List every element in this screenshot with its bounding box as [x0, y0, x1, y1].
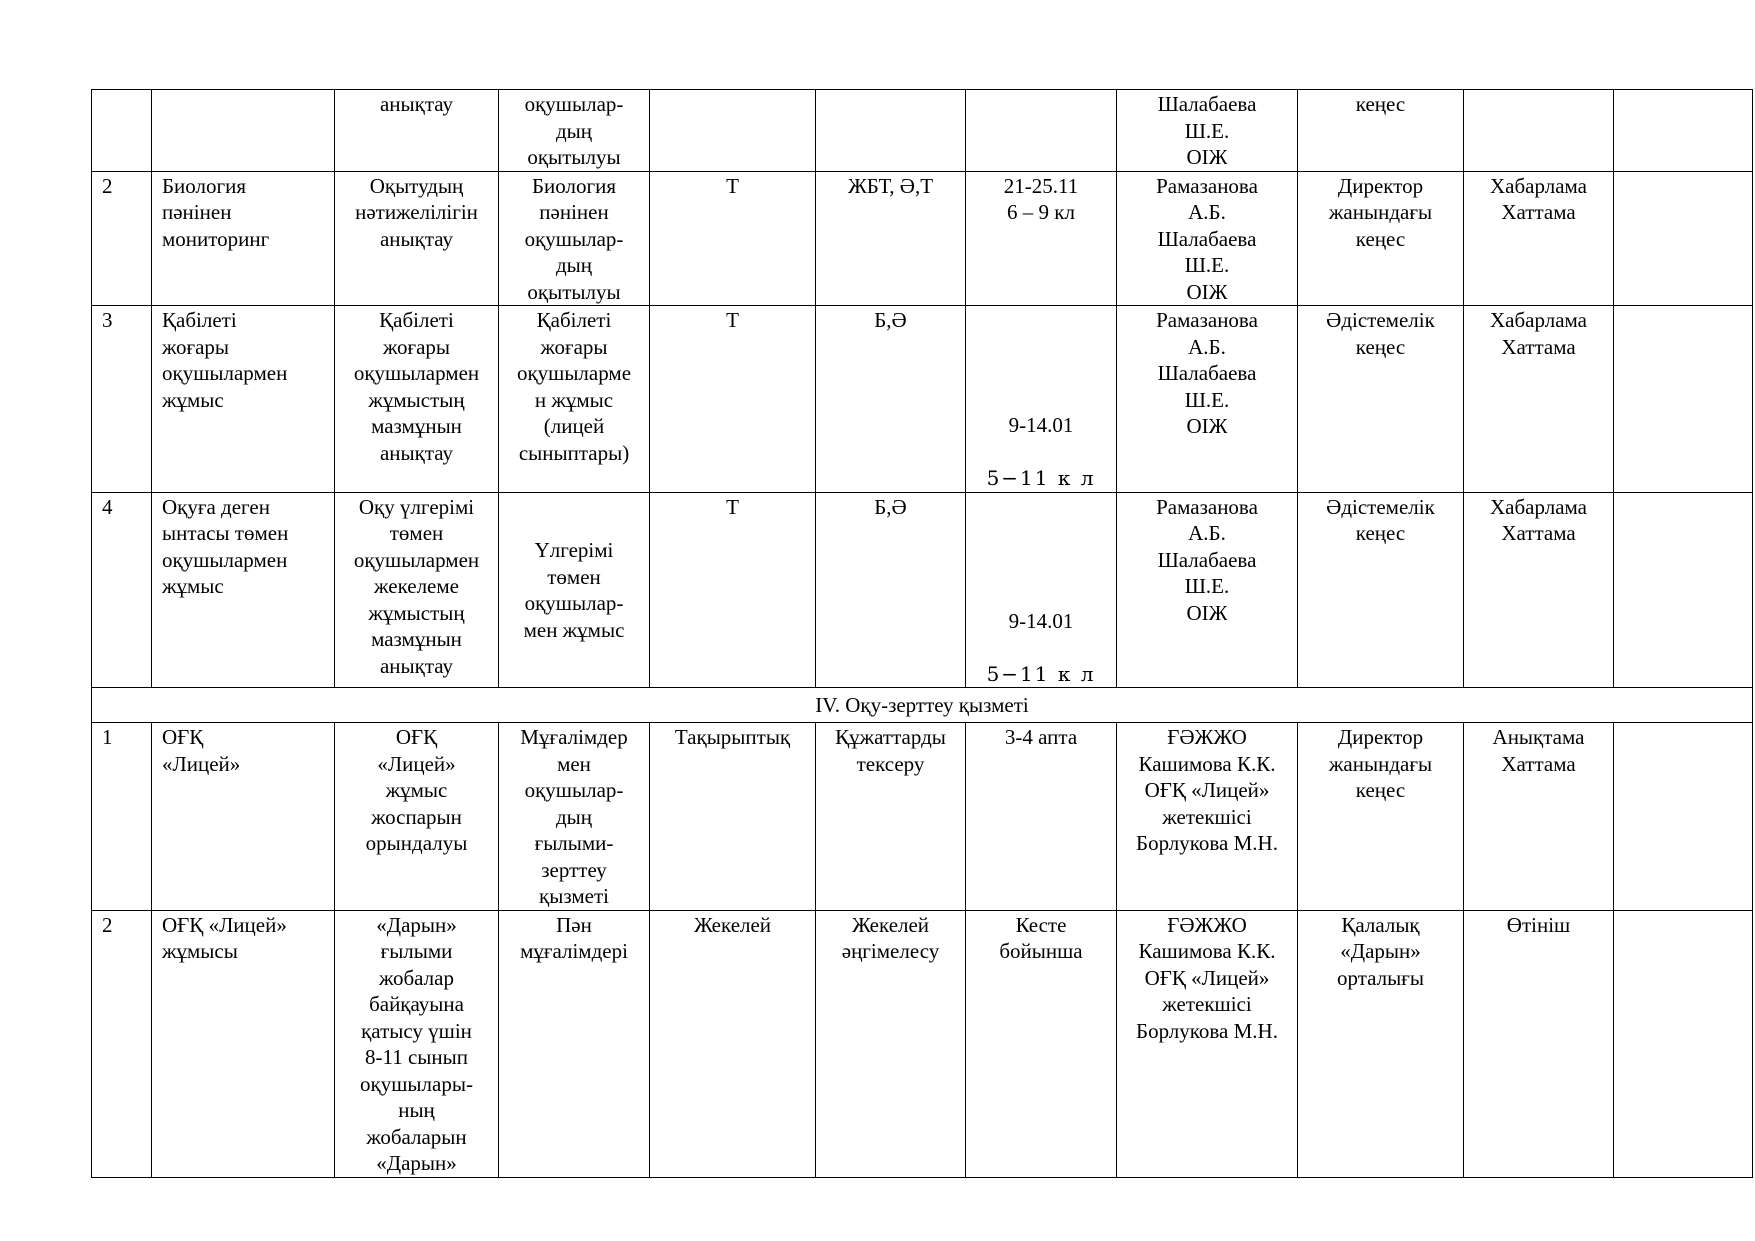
control-type: Тақырыптық	[650, 723, 816, 911]
note-cell	[1614, 171, 1753, 306]
control-method	[816, 90, 966, 172]
control-object: Үлгерімі төмен оқушылар- мен жұмыс	[499, 492, 650, 688]
date-spacer	[972, 334, 1110, 386]
row-number: 3	[92, 306, 152, 493]
responsible: Рамазанова А.Б. Шалабаева Ш.Е. ОІЖ	[1117, 171, 1298, 306]
responsible: Шалабаева Ш.Е. ОІЖ	[1117, 90, 1298, 172]
control-method: Б,Ә	[816, 306, 966, 493]
control-topic: ОҒҚ «Лицей»	[152, 723, 335, 911]
control-date	[966, 90, 1117, 172]
control-object: Мұғалімдер мен оқушылар- дың ғылыми- зерттеу қызметі	[499, 723, 650, 911]
row-number	[92, 90, 152, 172]
class-range: 5−11 к л	[986, 661, 1096, 686]
date-spacer	[972, 520, 1110, 581]
control-method: ЖБТ, Ә,Т	[816, 171, 966, 306]
control-purpose: Оқу үлгерімі төмен оқушылармен жекелеме жұмыстың мазмұнын анықтау	[335, 492, 499, 688]
review-place: Қалалық «Дарын» орталығы	[1298, 910, 1464, 1177]
row-number: 2	[92, 910, 152, 1177]
control-date: 21-25.11 6 – 9 кл	[966, 171, 1117, 306]
row-number: 1	[92, 723, 152, 911]
control-date: Кесте бойынша	[966, 910, 1117, 1177]
note-cell	[1614, 90, 1753, 172]
row-number: 2	[92, 171, 152, 306]
control-purpose: ОҒҚ «Лицей» жұмыс жоспарын орындалуы	[335, 723, 499, 911]
control-type: Жекелей	[650, 910, 816, 1177]
table-row	[92, 492, 1753, 688]
responsible: ҒӘЖЖО Кашимова К.К. ОҒҚ «Лицей» жетекшісі Борлукова М.Н.	[1117, 910, 1298, 1177]
result-form: Хабарлама Хаттама	[1464, 306, 1614, 493]
control-topic: Қабілеті жоғары оқушылармен жұмыс	[152, 306, 335, 493]
responsible: Рамазанова А.Б. Шалабаева Ш.Е. ОІЖ	[1117, 306, 1298, 493]
control-date	[966, 306, 1117, 493]
table-row	[92, 171, 1753, 306]
result-form: Хабарлама Хаттама	[1464, 171, 1614, 306]
section-title: IV. Оқу-зерттеу қызметі	[92, 688, 1753, 723]
control-purpose: «Дарын» ғылыми жобалар байқауына қатысу үшін 8-11 сынып оқушылары- ның жобаларын «Дарын»	[335, 910, 499, 1177]
control-method: Жекелей әңгімелесу	[816, 910, 966, 1177]
review-place: Әдістемелік кеңес	[1298, 306, 1464, 493]
result-form: Өтініш	[1464, 910, 1614, 1177]
table-row	[92, 90, 1753, 172]
date-range: 9-14.01	[1008, 608, 1074, 633]
control-plan-table	[91, 89, 1753, 1178]
control-topic	[152, 90, 335, 172]
section-header-row	[92, 688, 1753, 723]
table-row	[92, 306, 1753, 493]
table-row	[92, 910, 1753, 1177]
control-date	[966, 492, 1117, 688]
note-cell	[1614, 492, 1753, 688]
review-place: Директор жанындағы кеңес	[1298, 723, 1464, 911]
class-range: 5−11 к л	[986, 466, 1096, 490]
control-date: 3-4 апта	[966, 723, 1117, 911]
responsible: Рамазанова А.Б. Шалабаева Ш.Е. ОІЖ	[1117, 492, 1298, 688]
note-cell	[1614, 910, 1753, 1177]
row-number: 4	[92, 492, 152, 688]
result-form: Анықтама Хаттама	[1464, 723, 1614, 911]
control-topic: Биология пәнінен мониторинг	[152, 171, 335, 306]
note-cell	[1614, 306, 1753, 493]
control-purpose: Оқытудың нәтижелілігін анықтау	[335, 171, 499, 306]
control-topic: ОҒҚ «Лицей» жұмысы	[152, 910, 335, 1177]
control-type: Т	[650, 171, 816, 306]
result-form: Хабарлама Хаттама	[1464, 492, 1614, 688]
control-method: Құжаттарды тексеру	[816, 723, 966, 911]
date-range: 9-14.01	[1008, 413, 1074, 437]
note-cell	[1614, 723, 1753, 911]
control-type	[650, 90, 816, 172]
control-topic: Оқуға деген ынтасы төмен оқушылармен жұмыс	[152, 492, 335, 688]
control-method: Б,Ә	[816, 492, 966, 688]
control-purpose: Қабілеті жоғары оқушылармен жұмыстың мазмұнын анықтау	[335, 306, 499, 493]
review-place: Әдістемелік кеңес	[1298, 492, 1464, 688]
control-object: Пән мұғалімдері	[499, 910, 650, 1177]
table-row	[92, 723, 1753, 911]
result-form	[1464, 90, 1614, 172]
control-object: оқушылар- дың оқытылуы	[499, 90, 650, 172]
control-object: Биология пәнінен оқушылар- дың оқытылуы	[499, 171, 650, 306]
control-purpose: анықтау	[335, 90, 499, 172]
control-type: Т	[650, 306, 816, 493]
review-place: Директор жанындағы кеңес	[1298, 171, 1464, 306]
control-object: Қабілеті жоғары оқушыларме н жұмыс (лицей сыныптары)	[499, 306, 650, 493]
control-type: Т	[650, 492, 816, 688]
responsible: ҒӘЖЖО Кашимова К.К. ОҒҚ «Лицей» жетекшісі Борлукова М.Н.	[1117, 723, 1298, 911]
review-place: кеңес	[1298, 90, 1464, 172]
